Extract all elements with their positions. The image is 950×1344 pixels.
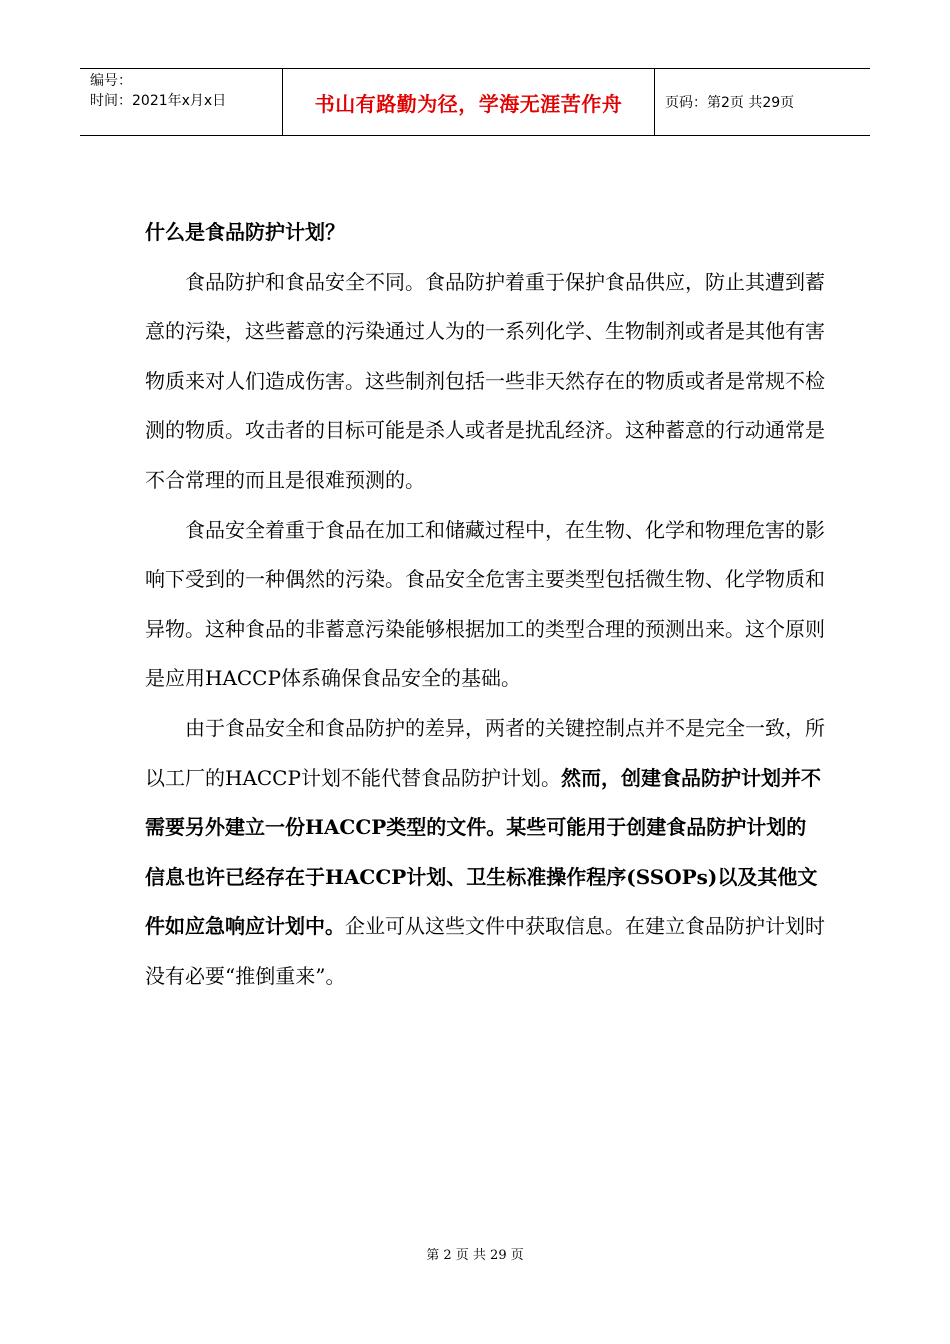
- page-info: 页码：第2页 共29页: [665, 95, 795, 111]
- header-page-cell: [655, 69, 870, 135]
- section-heading: 什么是食品防护计划？: [145, 220, 345, 244]
- document-body: [145, 208, 825, 1002]
- time-label: 时间：2021年x月x日: [90, 93, 227, 109]
- number-label: 编号：: [90, 73, 132, 89]
- paragraph-differences-text-b: 企业可从这些文件中获取信息。在建立食品防护计划时没有必要“推倒重来”。: [145, 914, 825, 988]
- page-header: [80, 68, 870, 136]
- footer-page-number: 第 2 页 共 29 页: [426, 1248, 524, 1263]
- paragraph-differences-bold-text: 然而，创建食品防护计划并不需要另外建立一份HACCP类型的文件。某些可能用于创建食品防护计划的信息也许已经存在于HACCP计划、卫生标准操作程序(SSOPs)以及其他文件如应急响应计划中。: [145, 765, 821, 939]
- paragraph-food-safety: 食品安全着重于食品在加工和储藏过程中，在生物、化学和物理危害的影响下受到的一种偶然的污染。食品安全危害主要类型包括微生物、化学物质和异物。这种食品的非蓄意污染能够根据加工的类型合理的预测出来。这个原则是应用HACCP体系确保食品安全的基础。: [145, 517, 825, 691]
- motto-text: 书山有路勤为径，学海无涯苦作舟: [314, 91, 623, 116]
- header-motto-cell: [283, 69, 655, 135]
- paragraph-differences: [145, 704, 825, 1002]
- paragraph-food-defense: 食品防护和食品安全不同。食品防护着重于保护食品供应，防止其遭到蓄意的污染，这些蓄意的污染通过人为的一系列化学、生物制剂或者是其他有害物质来对人们造成伤害。这些制剂包括一些非天然存在的物质或者是常规不检测的物质。攻击者的目标可能是杀人或者是扰乱经济。这种蓄意的行动通常是不合常理的而且是很难预测的。: [145, 269, 825, 492]
- page-footer: [0, 1244, 950, 1263]
- paragraph-differences-text-a: 由于食品安全和食品防护的差异，两者的关键控制点并不是完全一致，所以工厂的HACCP计划不能代替食品防护计划。: [145, 715, 825, 790]
- header-meta-cell: [80, 69, 283, 135]
